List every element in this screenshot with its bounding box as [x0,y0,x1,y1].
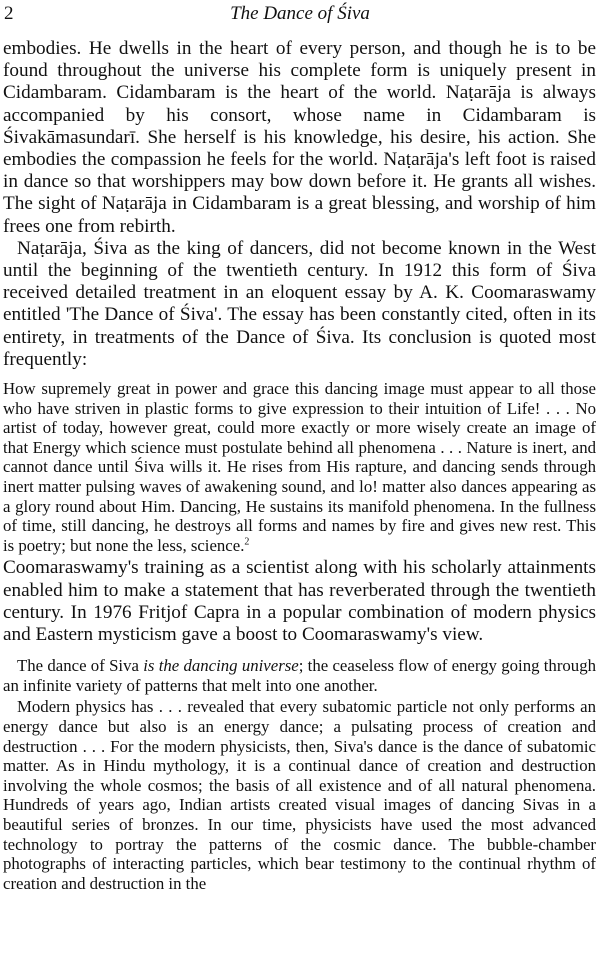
quote-rest: ; the ceaseless flow of energy going through an infinite variety of patterns that melt into one another. [3,656,596,695]
paragraph-1: embodies. He dwells in the heart of every person, and though he is to be found throughout the universe his complete form is uniquely present in Cidambaram. Cidambaram is the heart of the world. Naṭarāja is always accompanied by his consort, whose name in Cidambaram is Śivakāmasundarī. She herself is his knowledge, his desire, his action. She embodies the compassion he feels for the world. Naṭarāja's left foot is raised in dance so that worshippers may bow down before it. He grants all wishes. The sight of Naṭarāja in Cidambaram is a great blessing, and worship of him frees one from rebirth. [3,38,596,237]
footnote-mark: 2 [244,536,250,548]
quote-lead: The dance of Siva [17,656,139,676]
quote-emphasis: is the dancing universe [143,656,299,676]
page-number: 2 [4,3,14,24]
body-text [3,38,596,893]
quote-text: How supremely great in power and grace this dancing image must appear to all those who have striven in plastic forms to give expression to their intuition of Life! . . . No artist of today, however great, could more exactly or more wisely create an image of that Energy which science must postulate behind all phenomena . . . Nature is inert, and cannot dance until Śiva wills it. He rises from His rapture, and dancing sends through inert matter pulsing waves of awakening sound, and lo! matter also dances appearing as a glory round about Him. Dancing, He sustains its manifold phenomena. In the fullness of time, still dancing, he destroys all forms and names by fire and gives new rest. This is poetry; but none the less, science. [3,379,596,555]
page-header [4,3,596,29]
paragraph-2: Naṭarāja, Śiva as the king of dancers, did not become known in the West until the beginning of the twentieth century. In 1912 this form of Śiva received detailed treatment in an eloquent essay by A. K. Coomaraswamy entitled 'The Dance of Śiva'. The essay has been constantly cited, often in its entirety, in treatments of the Dance of Śiva. Its conclusion is quoted most frequently: [3,237,596,370]
running-title: The Dance of Śiva [230,3,370,24]
block-quote-capra-1 [3,656,596,695]
block-quote-coomaraswamy [3,379,596,555]
paragraph-3: Coomaraswamy's training as a scientist along with his scholarly attainments enabled him to make a statement that has reverberated through the twentieth century. In 1976 Fritjof Capra in a popular combination of modern physics and Eastern mysticism gave a boost to Coomaraswamy's view. [3,557,596,645]
block-quote-capra-2: Modern physics has . . . revealed that every subatomic particle not only performs an energy dance but also is an energy dance; a pulsating process of creation and destruction . . . For the modern physicists, then, Siva's dance is the dance of subatomic matter. As in Hindu mythology, it is a continual dance of creation and destruction involving the whole cosmos; the basis of all existence and of all natural phenomena. Hundreds of years ago, Indian artists created visual images of dancing Sivas in a beautiful series of bronzes. In our time, physicists have used the most advanced technology to portray the patterns of the cosmic dance. The bubble-chamber photographs of interacting particles, which bear testimony to the continual rhythm of creation and destruction in the [3,697,596,893]
